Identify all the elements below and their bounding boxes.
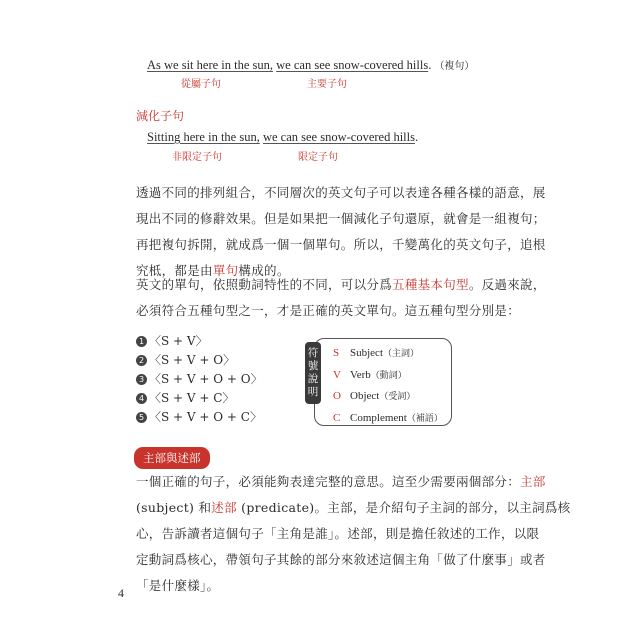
reduced-clause-heading: 減化子句 <box>136 109 185 123</box>
example-sentence-complex: As we sit here in the sun, we can see snow-covered hills. （複句） <box>147 58 475 72</box>
legend-row-complement: C Complement（補語） <box>333 411 443 424</box>
number-bullet-icon: 3 <box>136 374 147 385</box>
list-item: 1 〈S + V〉 <box>136 332 263 351</box>
number-bullet-icon: 4 <box>136 393 147 404</box>
pattern-list <box>136 332 263 427</box>
subordinate-clause: As we sit here in the sun, <box>147 58 274 72</box>
list-item: 5 〈S + V + O + C〉 <box>136 408 263 427</box>
legend-rows <box>333 343 443 429</box>
number-bullet-icon: 1 <box>136 336 147 347</box>
number-bullet-icon: 2 <box>136 355 147 366</box>
list-item: 3 〈S + V + O + O〉 <box>136 370 263 389</box>
highlight-subject: 主部 <box>520 474 546 489</box>
legend-row-verb: V Verb（動詞） <box>333 368 407 381</box>
section-title-pill: 主部與述部 <box>134 447 210 469</box>
legend-row-object: O Object（受詞） <box>333 390 416 402</box>
highlight-five-patterns: 五種基本句型 <box>392 277 469 292</box>
finite-clause: we can see snow-covered hills <box>262 130 415 144</box>
paragraph-intro: 透過不同的排列組合，不同層次的英文句子可以表達各種各樣的語意，展 現出不同的修辭效果。但是如果把一個減化子句還原，就會是一組複句； 再把複句拆開，就成爲一個一個單句。所以，千變萬化的英文句子，追根 究柢，都是由單句構成的。 <box>136 185 546 278</box>
nonfinite-clause: Sitting here in the sun, <box>147 130 260 144</box>
label-finite: 限定子句 <box>298 152 338 163</box>
page-number: 4 <box>118 586 124 600</box>
main-clause: we can see snow-covered hills <box>276 58 429 72</box>
complex-tag: （複句） <box>434 61 475 72</box>
label-nonfinite: 非限定子句 <box>172 152 222 163</box>
number-bullet-icon: 5 <box>136 412 147 423</box>
paragraph-subject-predicate: 一個正確的句子，必須能夠表達完整的意思。這至少需要兩個部分：主部 (subject) 和述部 (predicate)。主部，是介紹句子主詞的部分，以主詞爲核 心，告訴讀者這個句子「主角是誰」。述部，則是擔任敘述的工作，以限 定動詞爲核心，帶領句子其餘的部分來敘述這個主角「做了什麼事」或者 「是什麼樣」。 <box>136 474 571 593</box>
highlight-simple-sentence: 單句 <box>212 263 239 278</box>
paragraph-sentence-patterns: 英文的單句，依照動詞特性的不同，可以分爲五種基本句型。反過來說， 必須符合五種句型之一，才是正確的英文單句。這五種句型分別是： <box>136 277 546 318</box>
example-sentence-reduced: Sitting here in the sun, we can see snow-covered hills. <box>147 130 419 144</box>
list-item: 2 〈S + V + O〉 <box>136 351 263 370</box>
label-subordinate: 從屬子句 <box>181 79 221 90</box>
list-item: 4 〈S + V + C〉 <box>136 389 263 408</box>
highlight-predicate: 述部 <box>211 500 237 515</box>
legend-row-subject: S Subject（主詞） <box>333 347 420 359</box>
legend-badge: 符號說明 <box>305 342 321 404</box>
label-main: 主要子句 <box>307 79 347 90</box>
